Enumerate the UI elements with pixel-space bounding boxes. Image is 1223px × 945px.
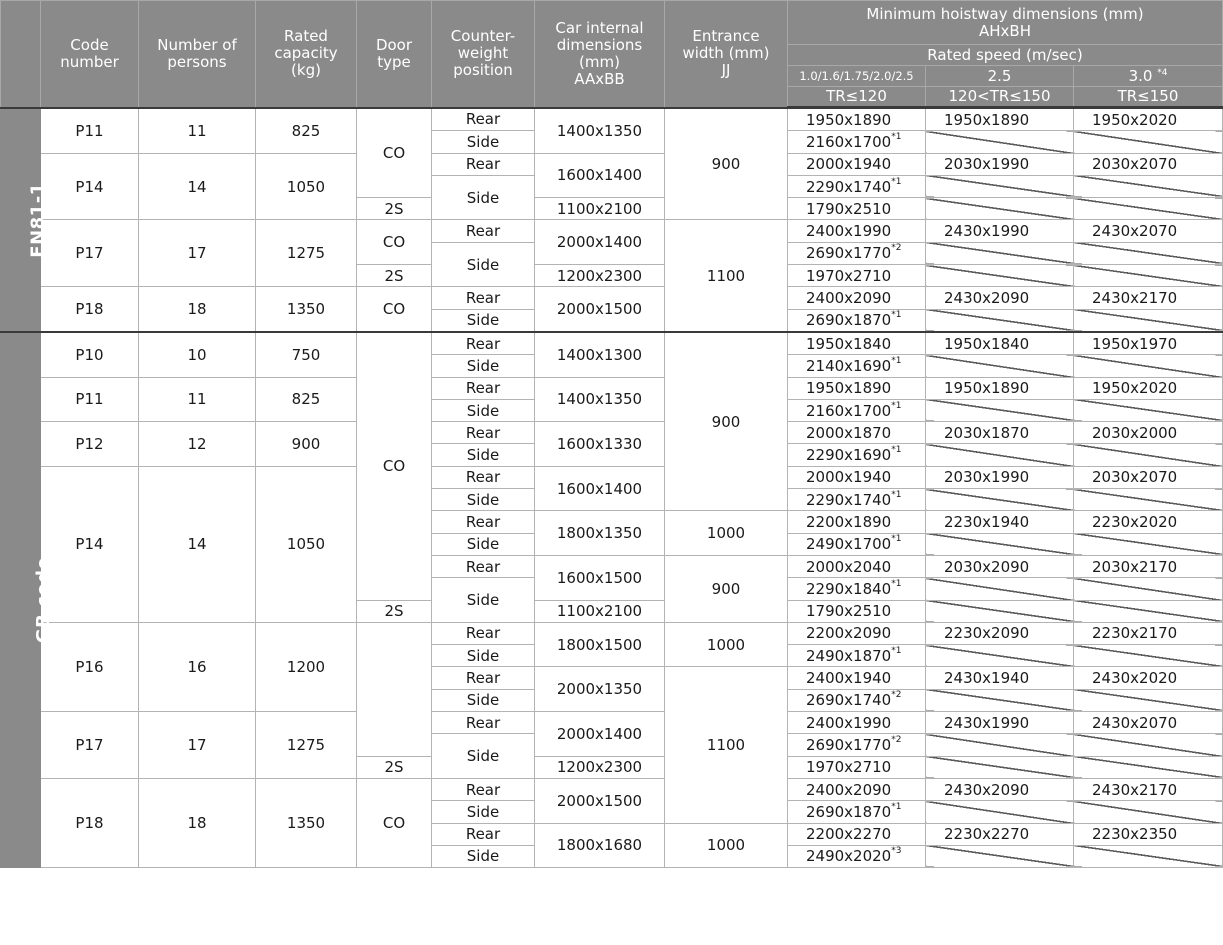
not-applicable-cell [926,533,1074,555]
counterweight-cell: Rear [432,466,535,488]
hoistway-speed2-cell: 2230x1940 [926,511,1074,533]
hoistway-speed1-cell [788,355,926,377]
counterweight-cell: Rear [432,422,535,444]
not-applicable-cell [1074,734,1223,756]
header-entrance-width: Entrance width (mm) JJ [665,1,788,108]
hoistway-value: 2400x2090 [806,780,892,799]
capacity-cell: 1275 [256,220,357,287]
hoistway-speed2-cell: 2230x2270 [926,823,1074,845]
hoistway-speed1-cell [788,108,926,131]
persons-cell: 12 [139,422,256,467]
footnote-marker: *1 [891,534,902,545]
counterweight-cell: Side [432,242,535,287]
counterweight-cell: Rear [432,622,535,644]
hoistway-speed1-cell [788,489,926,511]
hoistway-speed3-cell: 2030x2170 [1074,555,1223,577]
not-applicable-cell [1074,131,1223,153]
car-dimensions-cell: 1600x1400 [535,153,665,198]
not-applicable-cell [926,399,1074,421]
counterweight-cell: Rear [432,108,535,131]
counterweight-cell: Rear [432,287,535,309]
code-number-cell: P11 [41,377,139,422]
door-type-cell: 2S [357,600,432,622]
counterweight-cell: Side [432,845,535,867]
hoistway-value: 2690x1740 [806,691,892,710]
hoistway-speed1-cell [788,309,926,332]
hoistway-value: 2400x1990 [806,222,892,241]
not-applicable-cell [926,600,1074,622]
counterweight-cell: Side [432,801,535,823]
not-applicable-cell [1074,355,1223,377]
hoistway-speed1-cell [788,622,926,644]
entrance-width-cell: 900 [665,332,788,511]
counterweight-cell: Side [432,533,535,555]
not-applicable-cell [926,734,1074,756]
hoistway-value: 2490x2020 [806,847,892,866]
hoistway-speed2-cell: 2030x1870 [926,422,1074,444]
table-row [1,422,1223,444]
capacity-cell: 1275 [256,712,357,779]
counterweight-cell: Side [432,355,535,377]
not-applicable-cell [1074,489,1223,511]
hoistway-speed3-cell: 2430x2070 [1074,712,1223,734]
counterweight-cell: Side [432,175,535,220]
hoistway-value: 2160x1700 [806,132,892,151]
hoistway-speed3-cell: 1950x2020 [1074,108,1223,131]
code-number-cell: P17 [41,712,139,779]
not-applicable-cell [926,801,1074,823]
capacity-cell: 1350 [256,287,357,332]
not-applicable-cell [1074,578,1223,600]
footnote-marker: *1 [891,131,902,142]
hoistway-speed1-cell [788,220,926,242]
section-label-gb [1,332,55,868]
hoistway-speed2-cell: 2030x1990 [926,153,1074,175]
hoistway-speed1-cell [788,466,926,488]
hoistway-value: 2490x1700 [806,535,892,554]
header-speed-1: 1.0/1.6/1.75/2.0/2.5 [788,66,926,87]
footnote-marker: *1 [891,645,902,656]
car-dimensions-cell: 1100x2100 [535,198,665,220]
door-type-cell: CO [357,108,432,198]
hoistway-speed1-cell [788,422,926,444]
not-applicable-cell [1074,600,1223,622]
entrance-width-cell: 1100 [665,220,788,332]
hoistway-speed2-cell: 1950x1890 [926,108,1074,131]
footnote-marker: *1 [891,445,902,456]
persons-cell: 11 [139,108,256,154]
capacity-cell: 825 [256,108,357,154]
hoistway-value: 2140x1690 [806,356,892,375]
not-applicable-cell [926,131,1074,153]
code-number-cell: P14 [41,153,139,220]
hoistway-speed3-cell: 2430x2020 [1074,667,1223,689]
hoistway-value: 2160x1700 [806,401,892,420]
hoistway-speed1-cell [788,287,926,309]
car-dimensions-cell: 1600x1500 [535,555,665,600]
footnote-marker: *1 [891,801,902,812]
table-row [1,332,1223,355]
car-dimensions-cell: 1400x1350 [535,377,665,422]
door-type-cell: CO [357,778,432,867]
corner-cell [1,1,41,108]
hoistway-value: 2690x1770 [806,735,892,754]
hoistway-speed1-cell [788,377,926,399]
car-dimensions-cell: 1400x1350 [535,108,665,154]
table-row [1,622,1223,644]
footnote-marker: *2 [891,734,902,745]
car-dimensions-cell: 2000x1400 [535,220,665,265]
header-travel-2: 120<TR≤150 [926,87,1074,108]
not-applicable-cell [1074,689,1223,711]
capacity-cell: 825 [256,377,357,422]
not-applicable-cell [1074,756,1223,778]
header-speed-3: 3.0 $^{*4}$ [1074,66,1223,87]
car-dimensions-cell: 2000x1400 [535,712,665,757]
not-applicable-cell [926,689,1074,711]
hoistway-speed2-cell: 2430x2090 [926,287,1074,309]
not-applicable-cell [926,444,1074,466]
header-code-number: Code number [41,1,139,108]
not-applicable-cell [926,242,1074,264]
car-dimensions-cell: 2000x1500 [535,778,665,823]
hoistway-speed1-cell [788,131,926,153]
counterweight-cell: Rear [432,555,535,577]
hoistway-speed1-cell [788,734,926,756]
counterweight-cell: Rear [432,511,535,533]
counterweight-cell: Rear [432,778,535,800]
persons-cell: 17 [139,712,256,779]
header-car-internal-dimensions: Car internal dimensions (mm) AAxBB [535,1,665,108]
not-applicable-cell [926,265,1074,287]
not-applicable-cell [926,756,1074,778]
code-number-cell: P16 [41,622,139,711]
counterweight-cell: Side [432,131,535,153]
entrance-width-cell: 1000 [665,622,788,667]
persons-cell: 18 [139,778,256,867]
hoistway-value: 1950x1890 [806,379,892,398]
code-number-cell: P18 [41,778,139,867]
hoistway-value: 2290x1740 [806,490,892,509]
hoistway-speed1-cell [788,600,926,622]
not-applicable-cell [1074,309,1223,332]
hoistway-speed1-cell [788,778,926,800]
counterweight-cell: Rear [432,712,535,734]
hoistway-speed2-cell: 2430x1990 [926,220,1074,242]
not-applicable-cell [1074,645,1223,667]
not-applicable-cell [926,198,1074,220]
counterweight-cell: Side [432,689,535,711]
capacity-cell: 1050 [256,466,357,622]
table-row [1,712,1223,734]
persons-cell: 10 [139,332,256,377]
code-number-cell: P14 [41,466,139,622]
persons-cell: 18 [139,287,256,332]
section-label-en81 [1,108,49,332]
door-type-cell [357,622,432,756]
hoistway-speed3-cell: 2430x2070 [1074,220,1223,242]
not-applicable-cell [1074,265,1223,287]
hoistway-speed3-cell: 2430x2170 [1074,778,1223,800]
hoistway-speed2-cell: 2430x1940 [926,667,1074,689]
persons-cell: 17 [139,220,256,287]
hoistway-speed2-cell: 2430x2090 [926,778,1074,800]
hoistway-speed3-cell: 2230x2350 [1074,823,1223,845]
door-type-cell: CO [357,220,432,265]
hoistway-speed3-cell: 2230x2170 [1074,622,1223,644]
not-applicable-cell [1074,242,1223,264]
header-door-type: Door type [357,1,432,108]
hoistway-speed3-cell: 1950x1970 [1074,332,1223,355]
door-type-cell: 2S [357,198,432,220]
hoistway-value: 2490x1870 [806,646,892,665]
door-type-cell: CO [357,287,432,332]
hoistway-speed1-cell [788,533,926,555]
counterweight-cell: Rear [432,667,535,689]
persons-cell: 14 [139,466,256,622]
entrance-width-cell: 1000 [665,511,788,556]
footnote-marker: *2 [891,690,902,701]
table-row [1,108,1223,131]
car-dimensions-cell: 1800x1500 [535,622,665,667]
hoistway-speed2-cell: 1950x1840 [926,332,1074,355]
header-rated-speed: Rated speed (m/sec) [788,45,1223,66]
footnote-marker: *2 [891,243,902,254]
hoistway-speed1-cell [788,712,926,734]
hoistway-value: 2690x1770 [806,244,892,263]
car-dimensions-cell: 1600x1400 [535,466,665,511]
footnote-marker: *1 [891,400,902,411]
hoistway-speed1-cell [788,823,926,845]
car-dimensions-cell: 1200x2300 [535,265,665,287]
capacity-cell: 1350 [256,778,357,867]
door-type-cell: 2S [357,756,432,778]
code-number-cell: P18 [41,287,139,332]
car-dimensions-cell: 1400x1300 [535,332,665,377]
counterweight-cell: Rear [432,377,535,399]
footnote-marker: *1 [891,310,902,321]
not-applicable-cell [1074,198,1223,220]
counterweight-cell: Side [432,734,535,779]
hoistway-value: 2690x1870 [806,802,892,821]
not-applicable-cell [926,489,1074,511]
table-row [1,287,1223,309]
not-applicable-cell [926,645,1074,667]
hoistway-speed1-cell [788,444,926,466]
hoistway-value: 2290x1690 [806,446,892,465]
hoistway-speed1-cell [788,555,926,577]
table-row [1,778,1223,800]
persons-cell: 11 [139,377,256,422]
code-number-cell: P17 [41,220,139,287]
hoistway-speed1-cell [788,332,926,355]
hoistway-speed2-cell: 2430x1990 [926,712,1074,734]
not-applicable-cell [926,845,1074,867]
table-row [1,153,1223,175]
entrance-width-cell: 1100 [665,667,788,823]
not-applicable-cell [1074,175,1223,197]
footnote-marker: *1 [891,578,902,589]
hoistway-speed3-cell: 2430x2170 [1074,287,1223,309]
hoistway-speed1-cell [788,153,926,175]
capacity-cell: 900 [256,422,357,467]
not-applicable-cell [926,309,1074,332]
hoistway-value: 2290x1740 [806,177,892,196]
hoistway-value: 1970x2710 [806,758,892,777]
car-dimensions-cell: 2000x1500 [535,287,665,332]
not-applicable-cell [926,355,1074,377]
car-dimensions-cell: 1600x1330 [535,422,665,467]
hoistway-value: 2690x1870 [806,311,892,330]
hoistway-speed1-cell [788,645,926,667]
entrance-width-cell: 900 [665,555,788,622]
entrance-width-cell: 900 [665,108,788,220]
table-row [1,220,1223,242]
entrance-width-cell: 1000 [665,823,788,868]
hoistway-speed1-cell [788,399,926,421]
counterweight-cell: Rear [432,823,535,845]
hoistway-speed1-cell [788,175,926,197]
hoistway-speed2-cell: 2030x2090 [926,555,1074,577]
code-number-cell: P10 [41,332,139,377]
not-applicable-cell [1074,801,1223,823]
car-dimensions-cell: 1800x1680 [535,823,665,868]
hoistway-value: 2400x2090 [806,289,892,308]
hoistway-speed1-cell [788,801,926,823]
hoistway-value: 2290x1840 [806,579,892,598]
header-rated-capacity: Rated capacity (kg) [256,1,357,108]
hoistway-speed1-cell [788,689,926,711]
door-type-cell: CO [357,332,432,600]
car-dimensions-cell: 1800x1350 [535,511,665,556]
hoistway-value: 1790x2510 [806,199,892,218]
hoistway-speed2-cell: 1950x1890 [926,377,1074,399]
car-dimensions-cell: 1100x2100 [535,600,665,622]
capacity-cell: 750 [256,332,357,377]
counterweight-cell: Side [432,489,535,511]
counterweight-cell: Side [432,444,535,466]
car-dimensions-cell: 1200x2300 [535,756,665,778]
header-travel-3: TR≤150 [1074,87,1223,108]
hoistway-speed1-cell [788,265,926,287]
hoistway-speed3-cell: 2030x2000 [1074,422,1223,444]
footnote-marker: *1 [891,489,902,500]
hoistway-speed1-cell [788,242,926,264]
counterweight-cell: Side [432,399,535,421]
hoistway-speed1-cell [788,845,926,867]
door-type-cell: 2S [357,265,432,287]
hoistway-value: 2200x2270 [806,825,892,844]
counterweight-cell: Side [432,578,535,623]
not-applicable-cell [1074,845,1223,867]
hoistway-speed1-cell [788,511,926,533]
table-row [1,466,1223,488]
hoistway-speed3-cell: 2030x2070 [1074,153,1223,175]
hoistway-value: 2400x1940 [806,669,892,688]
section-label-text: EN81-1 [27,182,49,258]
header-min-hoistway: Minimum hoistway dimensions (mm) AHxBH [788,1,1223,45]
table-body [1,108,1223,868]
hoistway-value: 1970x2710 [806,266,892,285]
counterweight-cell: Rear [432,332,535,355]
counterweight-cell: Rear [432,220,535,242]
hoistway-speed1-cell [788,667,926,689]
not-applicable-cell [1074,399,1223,421]
hoistway-speed3-cell: 2030x2070 [1074,466,1223,488]
hoistway-speed2-cell: 2030x1990 [926,466,1074,488]
not-applicable-cell [926,578,1074,600]
hoistway-value: 2000x2040 [806,557,892,576]
code-number-cell: P12 [41,422,139,467]
counterweight-cell: Side [432,645,535,667]
hoistway-value: 1950x1890 [806,110,892,129]
hoistway-speed1-cell [788,578,926,600]
footnote-marker: *1 [891,176,902,187]
code-number-cell: P11 [41,108,139,154]
persons-cell: 14 [139,153,256,220]
hoistway-speed3-cell: 2230x2020 [1074,511,1223,533]
capacity-cell: 1200 [256,622,357,711]
hoistway-speed3-cell: 1950x2020 [1074,377,1223,399]
hoistway-value: 2400x1990 [806,713,892,732]
counterweight-cell: Side [432,309,535,332]
header-speed-2: 2.5 [926,66,1074,87]
footnote-marker: *1 [891,355,902,366]
table-row [1,377,1223,399]
section-label-text: GB code [33,556,55,644]
hoistway-speed1-cell [788,198,926,220]
hoistway-speed1-cell [788,756,926,778]
hoistway-value: 2000x1870 [806,423,892,442]
counterweight-cell: Rear [432,153,535,175]
hoistway-value: 2000x1940 [806,155,892,174]
header-number-of-persons: Number of persons [139,1,256,108]
not-applicable-cell [1074,444,1223,466]
footnote-marker: *3 [891,846,902,857]
hoistway-value: 2000x1940 [806,468,892,487]
header-counterweight-position: Counter- weight position [432,1,535,108]
hoistway-speed2-cell: 2230x2090 [926,622,1074,644]
hoistway-value: 2200x2090 [806,624,892,643]
capacity-cell: 1050 [256,153,357,220]
hoistway-value: 1790x2510 [806,602,892,621]
hoistway-value: 2200x1890 [806,512,892,531]
not-applicable-cell [1074,533,1223,555]
persons-cell: 16 [139,622,256,711]
hoistway-value: 1950x1840 [806,334,892,353]
not-applicable-cell [926,175,1074,197]
car-dimensions-cell: 2000x1350 [535,667,665,712]
header-travel-1: TR≤120 [788,87,926,108]
